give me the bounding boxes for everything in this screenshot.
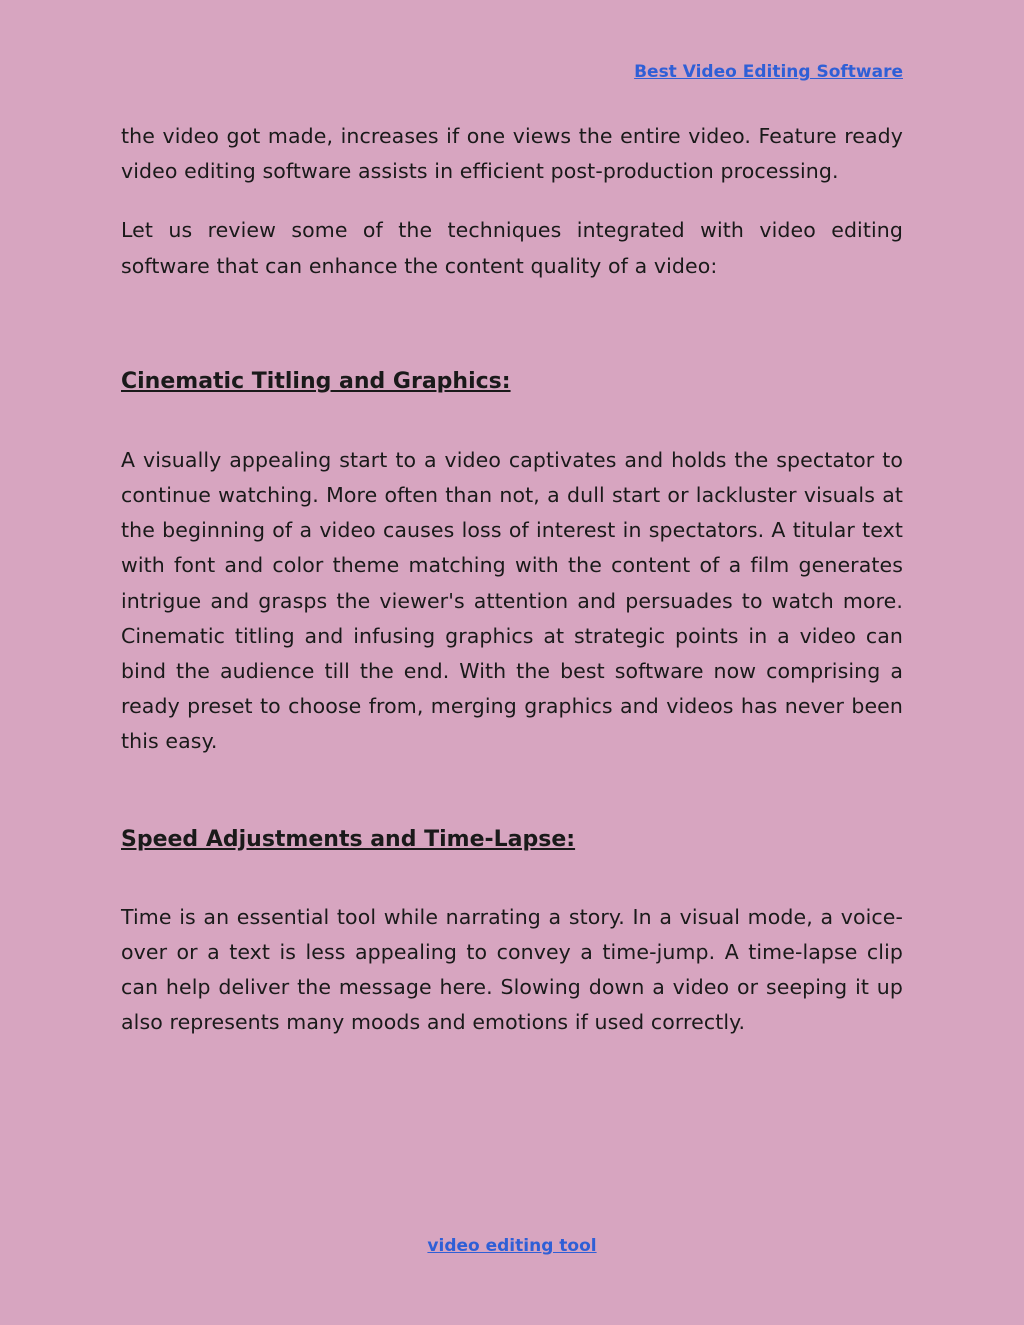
footer — [0, 1236, 1024, 1256]
footer-link[interactable]: video editing tool — [427, 1236, 597, 1256]
header-link[interactable]: Best Video Editing Software — [634, 62, 903, 82]
page-content — [121, 119, 903, 1040]
section-heading-speed-adjustments: Speed Adjustments and Time-Lapse: — [121, 826, 576, 852]
section-body-cinematic-titling: A visually appealing start to a video captivates and holds the spectator to continue watching. More often than not, a dull start or lackluster visuals at the beginning of a video causes loss of interest in spectators. A titular text with font and color theme matching with the content of a film generates intrigue and grasps the viewer's attention and persuades to watch more. Cinematic titling and infusing graphics at strategic points in a video can bind the audience till the end. With the best software now comprising a ready preset to choose from, merging graphics and videos has never been this easy. — [121, 447, 903, 754]
intro-paragraph: Let us review some of the techniques integrated with video editing software that can enhance the content quality of a video: — [121, 218, 903, 278]
section-heading-cinematic-titling: Cinematic Titling and Graphics: — [121, 368, 511, 394]
section-body-speed-adjustments: Time is an essential tool while narrating a story. In a visual mode, a voice-over or a text is less appealing to convey a time-jump. A time-lapse clip can help deliver the message here. Slowing down a video or seeping it up also represents many moods and emotions if used correctly. — [121, 904, 903, 1035]
intro-paragraph: the video got made, increases if one views the entire video. Feature ready video editing software assists in efficient post-production processing. — [121, 124, 903, 184]
